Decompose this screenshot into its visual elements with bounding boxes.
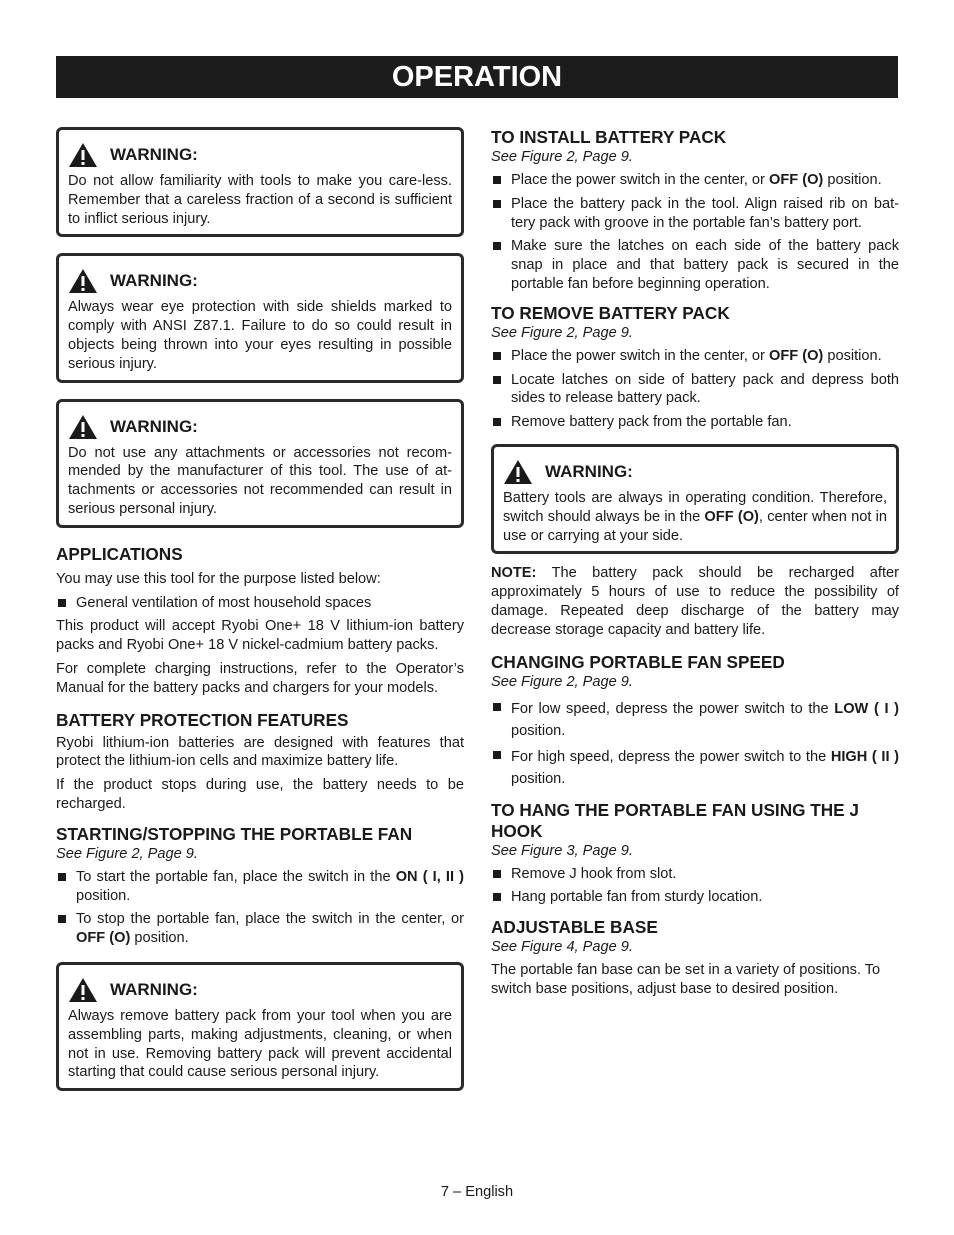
warning-triangle-icon bbox=[503, 459, 533, 485]
section-heading-install-battery: TO INSTALL BATTERY PACK bbox=[491, 127, 727, 147]
list-item: Place the battery pack in the tool. Align raised rib on bat-tery pack with groove in the portable fan’s battery port. bbox=[491, 195, 899, 233]
paragraph: For complete charging instructions, refer to the Operator’s Manual for the battery packs and chargers for your models. bbox=[56, 660, 464, 696]
warning-triangle-icon bbox=[68, 977, 98, 1003]
page-title: OPERATION bbox=[56, 56, 898, 98]
figure-reference: See Figure 4, Page 9. bbox=[491, 939, 633, 956]
warning-triangle-icon bbox=[68, 414, 98, 440]
paragraph: The portable fan base can be set in a variety of positions. To switch base positions, adjust base to desired position. bbox=[491, 962, 881, 997]
list-item: Remove battery pack from the portable fan. bbox=[491, 413, 899, 432]
warning-box bbox=[56, 127, 464, 237]
figure-reference: See Figure 2, Page 9. bbox=[491, 149, 633, 165]
warning-title: WARNING: bbox=[110, 979, 198, 999]
bullet-list bbox=[491, 347, 899, 432]
list-item: To stop the portable fan, place the switch in the center, or OFF (O) position. bbox=[56, 910, 464, 948]
bullet-list bbox=[56, 594, 464, 613]
warning-text: Battery tools are always in operating condition. Therefore, switch should always be in the OFF (O), center when not in use or carrying at your side. bbox=[503, 489, 887, 544]
figure-reference: See Figure 2, Page 9. bbox=[491, 673, 633, 690]
figure-reference: See Figure 3, Page 9. bbox=[491, 842, 633, 859]
section-heading-j-hook: TO HANG THE PORTABLE FAN USING THE J HOOK bbox=[491, 799, 859, 841]
list-item: Make sure the latches on each side of the battery pack snap in place and that battery pack is secured in the portable fan before beginning operation. bbox=[491, 237, 899, 293]
bullet-list bbox=[56, 868, 464, 948]
paragraph: Ryobi lithium-ion batteries are designed with features that protect the lithium-ion cells and maximize battery life. bbox=[56, 734, 464, 770]
figure-reference: See Figure 2, Page 9. bbox=[491, 324, 633, 341]
warning-box bbox=[491, 444, 899, 554]
paragraph: You may use this tool for the purpose listed below: bbox=[56, 570, 381, 587]
warning-box bbox=[56, 962, 464, 1091]
warning-text: Always remove battery pack from your tool when you are assembling parts, making adjustments, cleaning, or when not in use. Removing battery pack will prevent accidental starting that could cause serious personal injury. bbox=[68, 1007, 452, 1081]
list-item: Place the power switch in the center, or OFF (O) position. bbox=[491, 171, 899, 190]
list-item: Place the power switch in the center, or OFF (O) position. bbox=[491, 347, 899, 366]
right-column bbox=[491, 127, 899, 1004]
warning-title: WARNING: bbox=[110, 145, 198, 164]
list-item: Hang portable fan from sturdy location. bbox=[491, 888, 899, 907]
list-item: To start the portable fan, place the switch in the ON ( I, II ) position. bbox=[56, 868, 464, 906]
warning-text: Do not use any attachments or accessories not recom-mended by the manufacturer of this tool. The use of at-tachments or accessories not recommended can result in serious personal injury. bbox=[68, 444, 452, 517]
warning-triangle-icon bbox=[68, 268, 98, 294]
bullet-list bbox=[491, 171, 899, 294]
list-item: For low speed, depress the power switch to the LOW ( I ) position. bbox=[491, 698, 899, 742]
warning-title: WARNING: bbox=[110, 416, 198, 436]
section-heading-start-stop: STARTING/STOPPING THE PORTABLE FAN bbox=[56, 823, 413, 844]
page-footer: 7 – English bbox=[440, 1184, 514, 1200]
left-column bbox=[56, 127, 464, 1107]
section-heading-applications: APPLICATIONS bbox=[56, 543, 183, 564]
list-item: For high speed, depress the power switch to the HIGH ( II ) position. bbox=[491, 746, 899, 790]
warning-text: Always wear eye protection with side shields marked to comply with ANSI Z87.1. Failure to do so could result in objects being thrown into your eyes resulting in possible serious injury. bbox=[68, 299, 452, 372]
paragraph: This product will accept Ryobi One+ 18 V lithium-ion battery packs and Ryobi One+ 18 V nickel-cadmium battery packs. bbox=[56, 618, 464, 654]
warning-title: WARNING: bbox=[110, 271, 198, 291]
warning-box bbox=[56, 253, 464, 382]
section-heading-adjustable-base: ADJUSTABLE BASE bbox=[491, 917, 658, 938]
warning-text: Do not allow familiarity with tools to make you care-less. Remember that a careless fraction of a second is sufficient to inflict serious injury. bbox=[68, 173, 452, 227]
bullet-list bbox=[491, 865, 899, 908]
warning-triangle-icon bbox=[68, 142, 98, 168]
warning-box bbox=[56, 399, 464, 528]
section-heading-remove-battery: TO REMOVE BATTERY PACK bbox=[491, 302, 730, 323]
list-item: General ventilation of most household spaces bbox=[56, 594, 464, 613]
bullet-list bbox=[491, 698, 899, 790]
figure-reference: See Figure 2, Page 9. bbox=[56, 845, 198, 862]
list-item: Remove J hook from slot. bbox=[491, 865, 899, 884]
section-heading-fan-speed: CHANGING PORTABLE FAN SPEED bbox=[491, 651, 785, 672]
section-heading-battery-protection: BATTERY PROTECTION FEATURES bbox=[56, 709, 349, 730]
note-label: NOTE: bbox=[491, 565, 537, 582]
warning-title: WARNING: bbox=[545, 461, 633, 481]
list-item: Locate latches on side of battery pack and depress both sides to release battery pack. bbox=[491, 371, 899, 409]
paragraph: If the product stops during use, the battery needs to be recharged. bbox=[56, 777, 464, 812]
note-paragraph: NOTE: The battery pack should be recharged after approximately 5 hours of use to reduce the possibility of damage. Repeated deep discharge of the battery may decrease storage capacity and battery life. bbox=[491, 565, 899, 638]
